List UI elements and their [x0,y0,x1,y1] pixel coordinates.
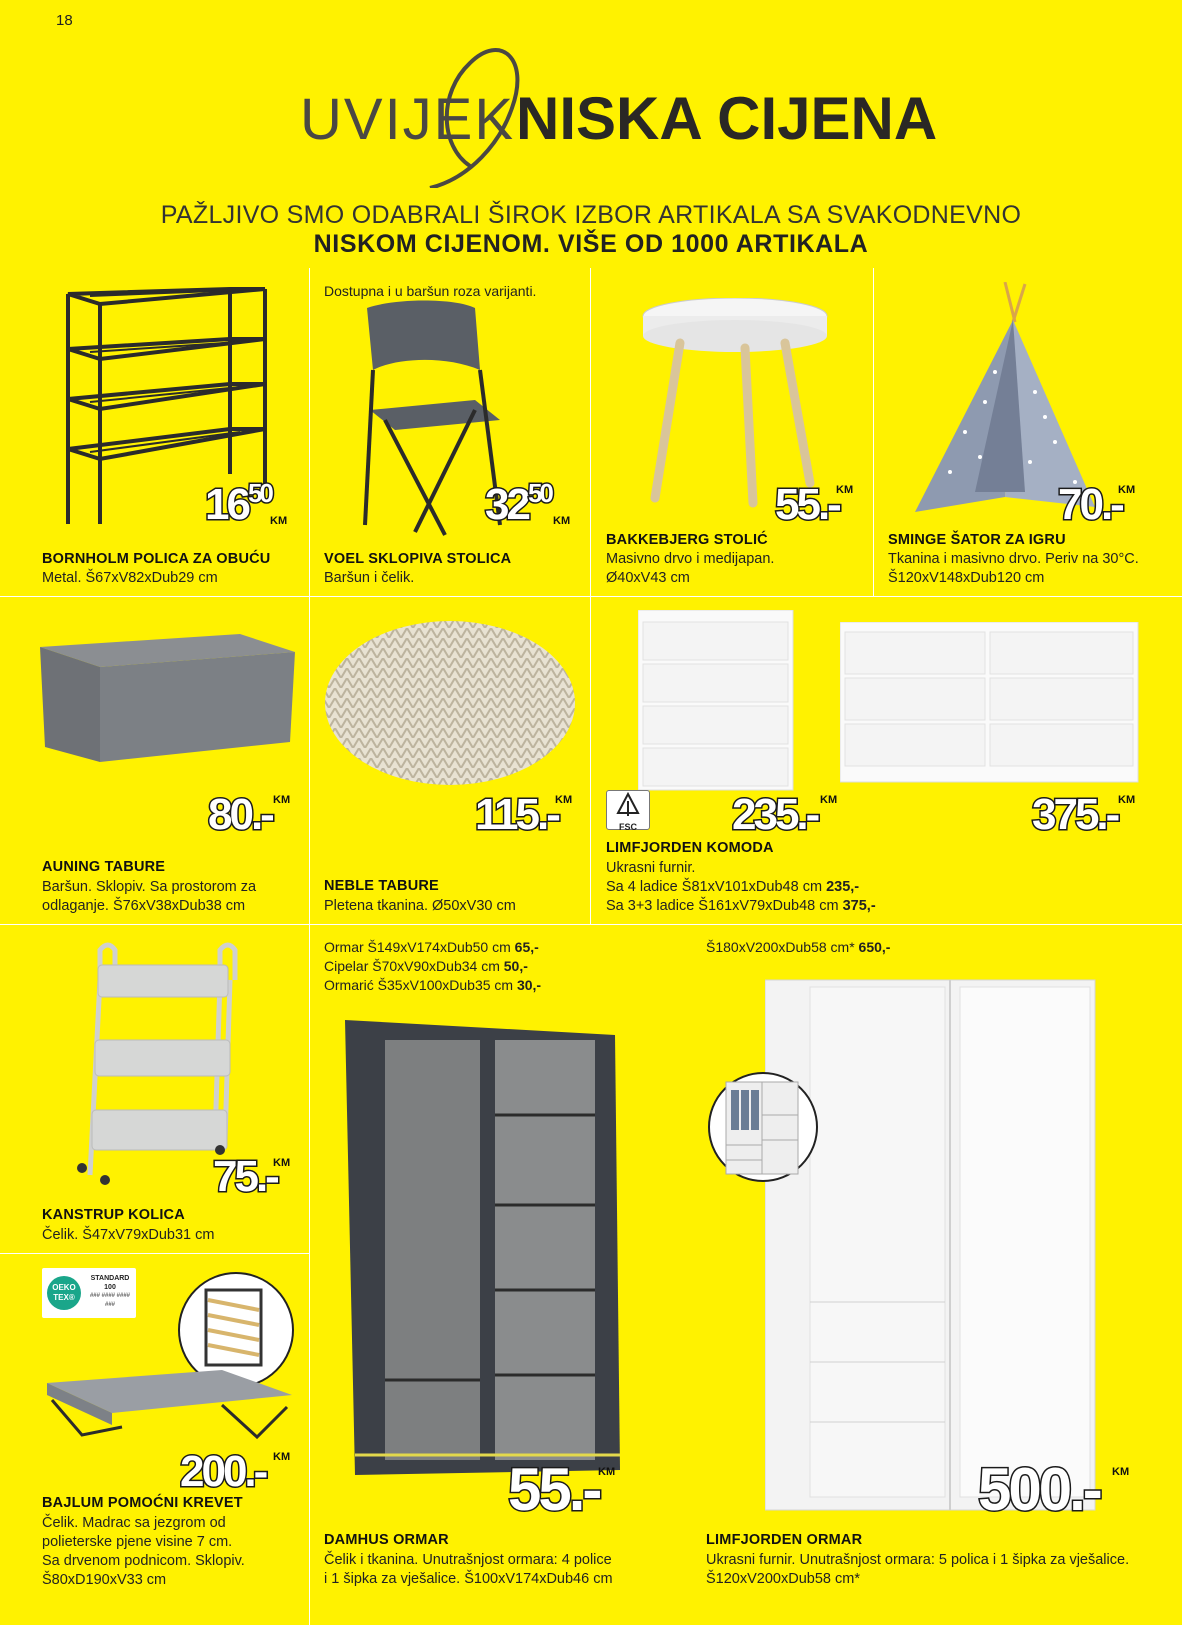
product-title: VOEL SKLOPIVA STOLICA [324,551,512,567]
price-tag: 235.- [732,790,818,839]
product-desc: Š80xD190xV33 cm [42,1572,167,1588]
currency-label: KM [273,1451,291,1463]
currency-label: KM [273,794,291,806]
product-desc: Sa drvenom podnicom. Sklopiv. [42,1553,245,1569]
divider [695,924,696,1625]
oeko-tex-badge: OEKO TEX® STANDARD 100 ### #### #### ### [42,1268,136,1318]
currency-label: KM [553,515,571,527]
price-tag: 500.- [978,1456,1100,1523]
currency-label: KM [1112,1466,1130,1478]
divider [0,596,1182,597]
product-desc: Š120xV200xDub58 cm* [706,1571,860,1587]
currency-label: KM [598,1466,616,1478]
divider [309,268,310,596]
price-tag: 80.- [208,790,272,839]
product-title: BAKKEBJERG STOLIĆ [606,532,768,548]
product-title: AUNING TABURE [42,859,166,875]
product-desc: Čelik. Š47xV79xDub31 cm [42,1227,215,1243]
product-desc: Ø40xV43 cm [606,570,690,586]
product-desc: i 1 šipka za vješalice. Š100xV174xDub46 cm [324,1571,613,1587]
chest-6-drawers-image [840,622,1140,787]
currency-label: KM [820,794,838,806]
intro-line-1: PAŽLJIVO SMO ODABRALI ŠIROK IZBOR ARTIKALA SA SVAKODNEVNO [160,201,1022,229]
price-tag: $16^{50}$ [205,478,271,529]
storage-ottoman-image [40,632,295,762]
variant-note: Š180xV200xDub58 cm* 650,- [706,939,891,955]
product-title: LIMFJORDEN ORMAR [706,1532,863,1548]
knitted-pouf-image [323,618,578,788]
product-desc: Ukrasni furnir. [606,860,696,876]
product-desc: Sa 4 ladice Š81xV101xDub48 cm 235,- [606,879,860,895]
divider [0,1253,309,1254]
currency-label: KM [273,1157,291,1169]
wardrobe-interior-detail-image [706,1070,821,1185]
product-desc: Ukrasni furnir. Unutrašnjost ormara: 5 polica i 1 šipka za vješalice. [706,1552,1130,1568]
product-title: NEBLE TABURE [324,878,439,894]
price-tag: 55.- [508,1456,600,1523]
product-desc: Baršun i čelik. [324,570,415,586]
divider [309,596,310,1625]
currency-label: KM [555,794,573,806]
currency-label: KM [270,515,288,527]
logo-text-light: UVIJEK [300,87,516,152]
product-desc: Pletena tkanina. Ø50xV30 cm [324,898,516,914]
product-title: DAMHUS ORMAR [324,1532,449,1548]
currency-label: KM [1118,794,1136,806]
product-desc: Čelik. Madrac sa jezgrom od [42,1515,226,1531]
product-title: BORNHOLM POLICA ZA OBUĆU [42,551,271,567]
intro-line-2: NISKOM CIJENOM. VIŠE OD 1000 ARTIKALA [313,230,869,258]
page-number: 18 [56,12,73,29]
product-title: KANSTRUP KOLICA [42,1207,185,1223]
product-desc: Metal. Š67xV82xDub29 cm [42,570,218,586]
product-desc: polieterske pjene visine 7 cm. [42,1534,233,1550]
tree-icon [608,791,648,817]
product-title: BAJLUM POMOĆNI KREVET [42,1495,243,1511]
currency-label: KM [1118,484,1136,496]
variant-note: Ormar Š149xV174xDub50 cm 65,- [324,939,539,955]
product-desc: Masivno drvo i medijapan. [606,551,775,567]
divider [0,924,1182,925]
product-desc: odlaganje. Š76xV38xDub38 cm [42,898,246,914]
product-title: LIMFJORDEN KOMODA [606,840,774,856]
price-tag: 75.- [213,1152,277,1201]
divider [873,268,874,596]
variant-note: Ormarić Š35xV100xDub35 cm 30,- [324,977,542,993]
logo-text-bold: NISKA CIJENA [516,85,938,152]
chest-4-drawers-image [638,610,798,795]
product-desc: Baršun. Sklopiv. Sa prostorom za [42,879,257,895]
variant-note: Dostupna i u baršun roza varijanti. [324,283,537,299]
product-title: SMINGE ŠATOR ZA IGRU [888,532,1066,548]
price-tag: 55.- [775,480,839,529]
side-table-image [635,298,835,508]
fabric-wardrobe-image [345,1015,630,1475]
fsc-badge: FSC [606,790,650,830]
folding-bed-image [42,1365,292,1445]
currency-label: KM [836,484,854,496]
variant-note: Cipelar Š70xV90xDub34 cm 50,- [324,958,528,974]
product-desc: Š120xV148xDub120 cm [888,570,1045,586]
product-desc: Čelik i tkanina. Unutrašnjost ormara: 4 police [324,1552,612,1568]
product-desc: Sa 3+3 ladice Š161xV79xDub48 cm 375,- [606,898,876,914]
white-wardrobe-image [765,972,1100,1512]
price-tag: $32^{50}$ [485,478,551,529]
price-tag: 70.- [1058,480,1122,529]
price-tag: 115.- [475,790,558,839]
price-tag: 200.- [180,1447,266,1496]
price-tag: 375.- [1032,790,1118,839]
brand-logo [0,38,1182,188]
product-desc: Tkanina i masivno drvo. Periv na 30°C. [888,551,1139,567]
